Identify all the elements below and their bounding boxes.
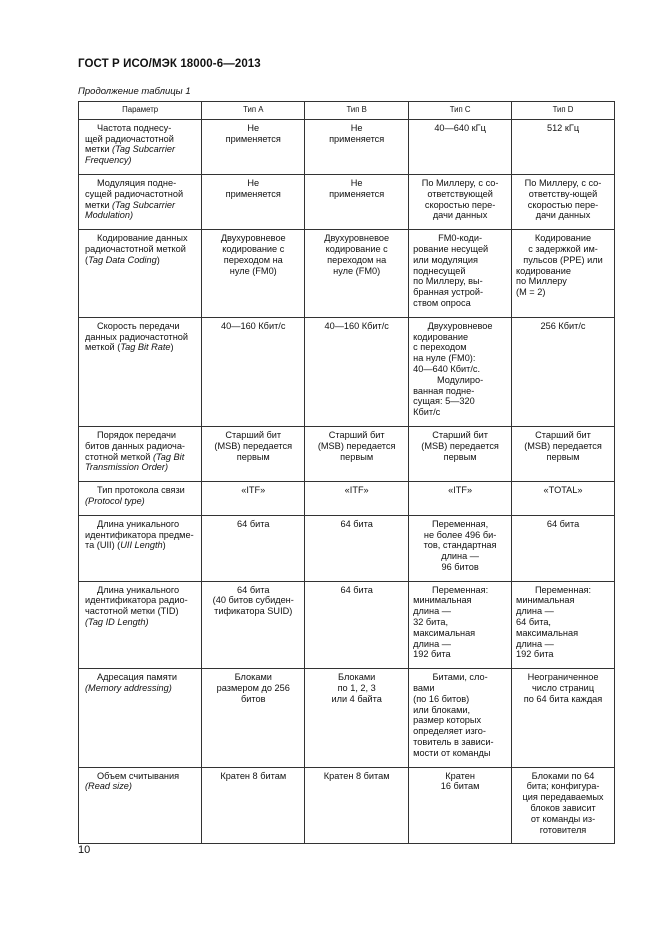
parameter-text: Длина уникального xyxy=(97,584,180,595)
value-text-line: Не xyxy=(247,122,260,133)
value-text-line: нуле (FM0) xyxy=(333,265,381,276)
value-text-line: кодирование xyxy=(413,331,469,342)
value-text-line: тов, стандартная xyxy=(423,540,497,551)
value-text-line: по Миллеру xyxy=(516,276,567,287)
page-number: 10 xyxy=(78,844,91,856)
table-row xyxy=(79,669,615,767)
parameter-cell xyxy=(79,119,202,174)
parameter-text-line xyxy=(85,683,197,694)
parameter-text-line xyxy=(85,200,197,211)
value-cell-type-a xyxy=(202,669,305,767)
value-text-line: длина — xyxy=(413,606,451,617)
parameter-text-line xyxy=(85,123,197,134)
parameter-english-term: (Tag Bit xyxy=(152,451,185,462)
value-cell-type-d xyxy=(512,581,615,669)
parameter-english-term: (Tag Subcarrier xyxy=(112,144,176,155)
value-text-line: тификатора SUID) xyxy=(214,606,293,617)
value-text-line: Неограниченное xyxy=(527,672,599,683)
value-cell-type-c xyxy=(409,482,512,516)
value-cell-type-c xyxy=(409,515,512,581)
value-cell-type-d xyxy=(512,317,615,426)
value-text-line: первым xyxy=(236,451,270,462)
value-text-line: 192 бита xyxy=(413,649,451,660)
value-cell-type-b xyxy=(305,317,409,426)
value-text-line: 192 бита xyxy=(516,649,554,660)
value-text-line: пульсов (PPE) или xyxy=(523,254,603,265)
value-cell-type-c xyxy=(409,669,512,767)
value-text-line: применяется xyxy=(329,133,385,144)
table-header-row xyxy=(79,102,615,120)
value-cell-type-a xyxy=(202,230,305,318)
parameter-cell xyxy=(79,581,202,669)
value-text-line: 40—160 Кбит/с xyxy=(221,320,286,331)
parameter-cell xyxy=(79,426,202,481)
parameter-text: стотной меткой xyxy=(85,451,153,462)
value-text-line: длина — xyxy=(413,638,451,649)
parameter-text-line xyxy=(85,210,197,221)
parameter-text: (Tag ID Length) xyxy=(85,617,149,628)
value-text-line: «ITF» xyxy=(448,485,473,496)
value-text-line: дачи данных xyxy=(432,210,488,221)
value-text-line: 64 бита xyxy=(546,518,580,529)
value-text-line: Старший бит xyxy=(432,429,488,440)
value-text-line: максимальная xyxy=(516,627,579,638)
value-text-line: Не xyxy=(350,122,363,133)
value-cell-type-b xyxy=(305,515,409,581)
parameter-text-line xyxy=(85,430,197,441)
parameter-text-line xyxy=(85,617,197,628)
parameter-text: сущей радиочастотной xyxy=(85,188,184,199)
parameter-text: щей радиочастотной xyxy=(85,133,174,144)
parameter-text: Transmission Order) xyxy=(85,462,169,473)
value-cell-type-d xyxy=(512,482,615,516)
parameter-text-line xyxy=(85,519,197,530)
value-text-line: Переменная: xyxy=(432,584,489,595)
value-cell-type-b xyxy=(305,767,409,844)
parameter-cell xyxy=(79,767,202,844)
value-text-line: применяется xyxy=(329,188,385,199)
value-text-line: по 64 бита каждая xyxy=(523,693,603,704)
parameter-cell xyxy=(79,230,202,318)
parameter-text: Скорость передачи xyxy=(97,320,180,331)
value-text-line: 32 бита, xyxy=(413,617,449,628)
value-text-line: длина — xyxy=(516,638,554,649)
value-text-line: Кбит/с xyxy=(413,407,441,418)
column-header-type-d: Тип D xyxy=(512,102,615,120)
document-header: ГОСТ Р ИСО/МЭК 18000-6—2013 xyxy=(78,58,261,70)
value-text-line: Старший бит xyxy=(535,429,591,440)
value-text-line: ция передаваемых xyxy=(522,792,604,803)
parameter-text-line xyxy=(85,485,197,496)
parameter-cell xyxy=(79,317,202,426)
value-cell-type-c xyxy=(409,317,512,426)
table-row xyxy=(79,515,615,581)
value-cell-type-a xyxy=(202,515,305,581)
value-text-line: «ITF» xyxy=(344,485,369,496)
value-text-line: 64 бита xyxy=(340,518,373,529)
parameter-text-line xyxy=(85,332,197,343)
value-text-line: применяется xyxy=(225,133,281,144)
value-text-line: 256 Кбит/с xyxy=(540,320,586,331)
value-cell-type-a xyxy=(202,581,305,669)
table-row xyxy=(79,317,615,426)
parameter-text-line xyxy=(85,189,197,200)
value-text-line: мости от команды xyxy=(413,747,491,758)
value-text-line: от команды из- xyxy=(530,813,596,824)
parameter-text-line xyxy=(85,144,197,155)
parameter-text: (Protocol type) xyxy=(85,495,145,506)
value-cell-type-d xyxy=(512,669,615,767)
value-cell-type-b xyxy=(305,230,409,318)
value-text-line: FM0-коди- xyxy=(438,233,483,244)
parameters-table xyxy=(78,101,615,844)
value-cell-type-a xyxy=(202,119,305,174)
parameter-text: (Read size) xyxy=(85,781,132,792)
value-cell-type-b xyxy=(305,482,409,516)
parameter-english-term: Tag Bit Rate xyxy=(120,342,171,353)
value-text-line: максимальная xyxy=(413,627,476,638)
parameter-text: Объем считывания xyxy=(97,770,180,781)
value-text-line: готовителя xyxy=(539,824,587,835)
value-text-line: (MSB) передается xyxy=(214,440,293,451)
value-cell-type-b xyxy=(305,174,409,229)
parameter-text: идентификатора предме- xyxy=(85,529,194,540)
value-text-line: Старший бит xyxy=(225,429,282,440)
value-cell-type-b xyxy=(305,119,409,174)
parameter-text: битов данных радиоча- xyxy=(85,440,185,451)
parameter-text-line xyxy=(85,781,197,792)
value-cell-type-b xyxy=(305,426,409,481)
value-text-line: 40—160 Кбит/с xyxy=(324,320,389,331)
value-text-line: по 1, 2, 3 xyxy=(337,683,376,694)
value-text-line: Блоками xyxy=(234,672,272,683)
value-cell-type-c xyxy=(409,230,512,318)
parameter-text: Адресация памяти xyxy=(97,672,178,683)
value-text-line: «TOTAL» xyxy=(543,485,583,496)
value-text-line: скоростью пере- xyxy=(424,199,496,210)
value-text-line: скоростью пере- xyxy=(527,199,599,210)
value-text-line: вами xyxy=(413,683,435,694)
value-text-line: битов xyxy=(241,693,266,704)
value-text-line: или 4 байта xyxy=(331,693,382,704)
value-text-line: Блоками по 64 xyxy=(531,770,595,781)
value-text-line: ответству-ющей xyxy=(528,188,598,199)
value-cell-type-a xyxy=(202,174,305,229)
table-row xyxy=(79,482,615,516)
value-cell-type-c xyxy=(409,426,512,481)
value-text-line: минимальная xyxy=(413,595,472,606)
value-cell-type-d xyxy=(512,515,615,581)
value-text-line: 512 кГц xyxy=(546,122,580,133)
table-row xyxy=(79,119,615,174)
value-text-line: (MSB) передается xyxy=(317,440,396,451)
value-text-line: определяет изго- xyxy=(413,726,486,737)
value-text-line: бита; конфигура- xyxy=(526,781,600,792)
value-text-line: Кратен xyxy=(445,770,475,781)
value-text-line: поднесущей xyxy=(413,265,466,276)
parameter-text-suffix: ) xyxy=(156,254,160,265)
parameter-text-line xyxy=(85,342,197,353)
parameter-text-line xyxy=(85,496,197,507)
value-text-line: применяется xyxy=(225,188,281,199)
value-text-line: кодирование xyxy=(516,265,571,276)
value-text-line: размером до 256 xyxy=(216,683,290,694)
parameter-text: Порядок передачи xyxy=(97,429,177,440)
value-cell-type-a xyxy=(202,426,305,481)
value-text-line: (M = 2) xyxy=(516,287,546,298)
parameter-text-line xyxy=(85,134,197,145)
parameter-text: метки xyxy=(85,199,113,210)
value-text-line: (MSB) передается xyxy=(421,440,499,451)
parameter-text: данных радиочастотной xyxy=(85,331,189,342)
value-text-line: по Миллеру, вы- xyxy=(413,276,483,287)
column-header-parameter: Параметр xyxy=(79,102,202,120)
parameter-text: та (UII) ( xyxy=(85,540,121,551)
parameter-text: идентификатора радио- xyxy=(85,595,188,606)
table-caption: Продолжение таблицы 1 xyxy=(78,86,191,97)
value-text-line: размер которых xyxy=(413,715,482,726)
value-text-line: Кратен 8 битам xyxy=(220,770,287,781)
parameter-text-line xyxy=(85,540,197,551)
value-text-line: не более 496 би- xyxy=(423,529,497,540)
value-text-line: нуле (FM0) xyxy=(229,265,277,276)
value-text-line: Двухуровневое xyxy=(220,233,286,244)
value-text-line: с переходом xyxy=(413,342,467,353)
value-text-line: 96 битов xyxy=(441,561,479,572)
value-text-line: (по 16 битов) xyxy=(413,693,470,704)
table-row xyxy=(79,581,615,669)
value-text-line: Старший бит xyxy=(328,429,385,440)
value-cell-type-a xyxy=(202,482,305,516)
value-text-line: По Миллеру, с со- xyxy=(524,177,602,188)
value-text-line: переходом на xyxy=(327,254,387,265)
value-text-line: (MSB) передается xyxy=(524,440,602,451)
parameter-text: Кодирование данных xyxy=(97,233,188,244)
column-header-type-a: Тип A xyxy=(202,102,305,120)
value-text-line: длина — xyxy=(516,606,554,617)
column-header-type-c: Тип C xyxy=(409,102,512,120)
parameter-cell xyxy=(79,482,202,516)
parameter-text-suffix: ) xyxy=(162,540,166,551)
parameter-text-line xyxy=(85,672,197,683)
value-cell-type-a xyxy=(202,317,305,426)
value-text-line: ством опроса xyxy=(413,297,471,308)
parameter-english-term: UII Length xyxy=(120,540,163,551)
parameter-cell xyxy=(79,515,202,581)
value-text-line: Не xyxy=(247,177,260,188)
value-text-line: Двухуровневое xyxy=(324,233,390,244)
value-cell-type-a xyxy=(202,767,305,844)
parameter-text: Частота поднесу- xyxy=(97,122,172,133)
parameter-text-line xyxy=(85,233,197,244)
value-text-line: на нуле (FM0): xyxy=(413,353,476,364)
value-text-line: длина — xyxy=(441,551,479,562)
value-text-line: 64 бита xyxy=(237,518,270,529)
parameter-text-line xyxy=(85,441,197,452)
parameter-cell xyxy=(79,174,202,229)
value-text-line: По Миллеру, с со- xyxy=(421,177,499,188)
value-cell-type-c xyxy=(409,767,512,844)
value-text-line: Не xyxy=(350,177,363,188)
value-text-line: Блоками xyxy=(338,672,376,683)
parameter-text: ( xyxy=(85,254,89,265)
parameter-english-term: (Tag Subcarrier xyxy=(112,199,176,210)
value-text-line: 64 бита xyxy=(237,584,270,595)
value-text-line: сущая: 5—320 xyxy=(413,396,475,407)
value-text-line: 40—640 Кбит/с. xyxy=(413,363,481,374)
value-text-line: «ITF» xyxy=(241,485,266,496)
value-cell-type-d xyxy=(512,230,615,318)
parameter-text: меткой ( xyxy=(85,342,121,353)
parameter-text: (Memory addressing) xyxy=(85,683,172,694)
value-text-line: с задержкой им- xyxy=(528,243,598,254)
value-text-line: блоков зависит xyxy=(530,803,596,814)
value-text-line: первым xyxy=(546,451,580,462)
value-cell-type-d xyxy=(512,426,615,481)
parameter-text-line xyxy=(85,606,197,617)
parameter-text: Модуляция подне- xyxy=(97,177,177,188)
value-text-line: минимальная xyxy=(516,595,575,606)
value-cell-type-d xyxy=(512,119,615,174)
value-text-line: 64 бита xyxy=(340,584,373,595)
value-text-line: Переменная: xyxy=(534,584,592,595)
parameter-text-suffix: ) xyxy=(170,342,174,353)
value-text-line: ванная подне- xyxy=(413,385,475,396)
parameter-text: метки xyxy=(85,144,113,155)
parameter-text-line xyxy=(85,462,197,473)
table-row xyxy=(79,767,615,844)
value-text-line: первым xyxy=(340,451,374,462)
value-text-line: 64 бита, xyxy=(516,617,551,628)
value-text-line: ответствующей xyxy=(427,188,493,199)
value-text-line: Кодирование xyxy=(534,233,592,244)
parameter-text-line xyxy=(85,178,197,189)
parameter-text-line xyxy=(85,452,197,463)
value-cell-type-d xyxy=(512,767,615,844)
value-text-line: или модуляция xyxy=(413,254,478,265)
value-text-line: кодирование с xyxy=(222,243,285,254)
value-text-line: Переменная, xyxy=(432,518,489,529)
parameter-text: частотной метки (TID) xyxy=(85,606,179,617)
parameter-text-line xyxy=(85,595,197,606)
value-text-line: Кратен 8 битам xyxy=(323,770,390,781)
value-cell-type-d xyxy=(512,174,615,229)
value-cell-type-b xyxy=(305,581,409,669)
value-text-line: товитель в зависи- xyxy=(413,737,494,748)
parameter-text-line xyxy=(85,585,197,596)
value-text-line: 16 битам xyxy=(440,781,480,792)
value-text-line: рование несущей xyxy=(413,243,489,254)
value-cell-type-b xyxy=(305,669,409,767)
parameter-text-line xyxy=(85,255,197,266)
parameter-text: Длина уникального xyxy=(97,518,180,529)
parameter-text-line xyxy=(85,244,197,255)
value-text-line: дачи данных xyxy=(535,210,591,221)
parameter-text-line xyxy=(85,771,197,782)
parameter-text-line xyxy=(85,155,197,166)
table-row xyxy=(79,426,615,481)
column-header-type-b: Тип B xyxy=(305,102,409,120)
table-row xyxy=(79,174,615,229)
parameter-text: радиочастотной меткой xyxy=(85,243,186,254)
value-text-line: 40—640 кГц xyxy=(434,122,486,133)
parameter-text-line xyxy=(85,530,197,541)
parameter-cell xyxy=(79,669,202,767)
value-cell-type-c xyxy=(409,119,512,174)
value-text-line: (40 битов субиден- xyxy=(212,595,294,606)
value-text-line: первым xyxy=(443,451,477,462)
table-body xyxy=(79,119,615,844)
value-cell-type-c xyxy=(409,174,512,229)
value-text-line: Модулиро- xyxy=(436,374,484,385)
value-text-line: или блоками, xyxy=(413,704,471,715)
value-cell-type-c xyxy=(409,581,512,669)
parameter-text-line xyxy=(85,321,197,332)
value-text-line: Битами, сло- xyxy=(432,672,488,683)
parameter-english-term: Tag Data Coding xyxy=(88,254,157,265)
value-text-line: бранная устрой- xyxy=(413,287,484,298)
parameter-text: Modulation) xyxy=(85,210,134,221)
parameter-text: Frequency) xyxy=(85,155,132,166)
table-row xyxy=(79,230,615,318)
value-text-line: кодирование с xyxy=(325,243,388,254)
value-text-line: Двухуровневое xyxy=(427,320,493,331)
value-text-line: число страниц xyxy=(531,683,595,694)
parameter-text: Тип протокола связи xyxy=(97,485,185,496)
value-text-line: переходом на xyxy=(223,254,283,265)
